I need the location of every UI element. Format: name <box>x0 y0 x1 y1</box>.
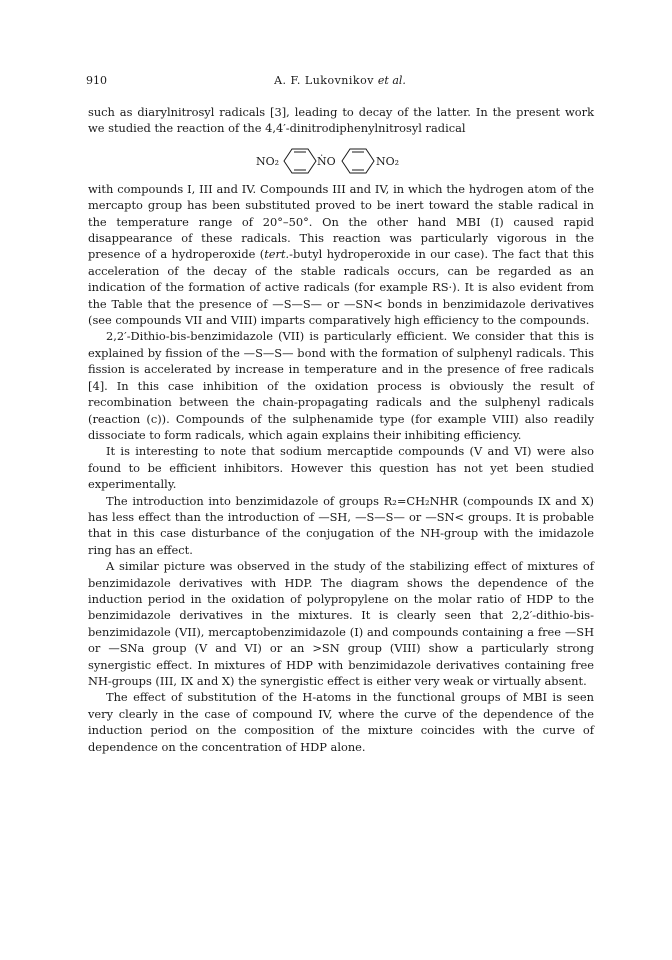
text-segment: A similar picture was observed in the study of the stabilizing effect of mixtures of benzimidazole derivatives with HDP. The diagram shows the dependence of the induction period in the oxidation of polypropylene on the molar ratio of HDP to the benzimidazole derivatives in the mixtures. It is clearly seen that 2,2′-dithio-bis-benzimidazole (VII), mercaptobenzimidazole (I) and compounds containing a free —SH or —SNa group (V and VI) or an >SN group (VIII) show a particularly strong synergistic effect. In mixtures of HDP with benzimidazole derivatives containing free NH-groups (III, IX and X) the synergistic effect is either very weak or virtually absent. <box>88 559 594 688</box>
paragraph <box>88 443 594 492</box>
paragraph <box>88 328 594 443</box>
paragraph <box>88 181 594 329</box>
text-segment: -butyl hydroperoxide in our case). The fact that this acceleration of the decay of the stable radicals occurs, can be regarded as an indication of the formation of active radicals (for example RS·). It is also evident from the Table that the presence of —S—S— or —SN< bonds in benzimidazole derivatives (see compounds VII and VIII) imparts comparatively high efficiency to the compounds. <box>88 247 594 328</box>
dinitrodiphenylnitrosyl-structure <box>256 143 426 179</box>
radical-structure-formula <box>88 141 594 181</box>
author-names: A. F. Lukovnikov <box>274 74 374 87</box>
et-al: et al. <box>377 74 406 87</box>
page-number: 910 <box>86 74 107 87</box>
italic-text-segment: tert. <box>264 247 290 262</box>
body-text <box>88 104 594 755</box>
paragraph <box>88 104 594 137</box>
formula-radical-group: ṄO <box>317 154 336 168</box>
running-header <box>86 74 594 90</box>
text-segment: The effect of substitution of the H-atoms in the functional groups of MBI is seen very clearly in the case of compound IV, where the curve of the dependence of the induction period on the composition of the mixture coincides with the curve of dependence on the concentration of HDP alone. <box>88 690 594 754</box>
formula-right-group: NO₂ <box>376 154 400 168</box>
running-head-title <box>86 74 594 87</box>
text-segment: It is interesting to note that sodium mercaptide compounds (V and VI) were also found to be efficient inhibitors. However this question has not yet been studied experimentally. <box>88 444 594 492</box>
formula-left-group: NO₂ <box>256 154 280 168</box>
text-segment: 2,2′-Dithio-bis-benzimidazole (VII) is particularly efficient. We consider that this is explained by fission of the —S—S— bond with the formation of sulphenyl radicals. This fission is accelerated by increase in temperature and in the presence of free radicals [4]. In this case inhibition of the oxidation process is obviously the result of recombination between the chain-propagating radicals and the sulphenyl radicals (reaction (c)). Compounds of the sulphenamide type (for example VIII) also readily dissociate to form radicals, which again explains their inhibiting efficiency. <box>88 329 594 442</box>
benzene-ring-right <box>342 149 374 173</box>
benzene-ring-left <box>284 149 316 173</box>
text-segment: The introduction into benzimidazole of groups R₂=CH₂NHR (compounds IX and X) has less effect than the introduction of —SH, —S—S— or —SN< groups. It is probable that in this case disturbance of the conjugation of the NH-group with the imidazole ring has an effect. <box>88 493 594 557</box>
paragraph <box>88 558 594 689</box>
text-segment: such as diarylnitrosyl radicals [3], leading to decay of the latter. In the present work we studied the reaction of the 4,4′-dinitrodiphenylnitrosyl radical <box>88 105 594 136</box>
text-segment: with compounds I, III and IV. Compounds III and IV, in which the hydrogen atom of the mercapto group has been substituted proved to be inert toward the stable radical in the temperature range of 20°–50°. On the other hand MBI (I) caused rapid disappearance of these radicals. This reaction was particularly vigorous in the presence of a hydroperoxide ( <box>88 181 594 262</box>
paragraph <box>88 493 594 559</box>
paragraph <box>88 689 594 755</box>
